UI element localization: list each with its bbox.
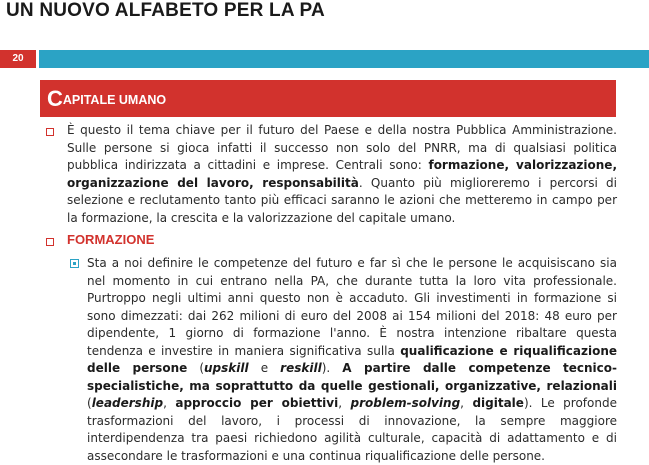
subsection-heading: FORMAZIONE <box>67 232 155 247</box>
section-header <box>40 80 616 117</box>
page-number: 20 <box>0 50 36 68</box>
section-title: APITALE UMANO <box>62 93 167 107</box>
square-bullet-icon <box>46 128 54 136</box>
document-title: UN NUOVO ALFABETO PER LA PA <box>6 0 325 21</box>
intro-paragraph: È questo il tema chiave per il futuro del Paese e della nostra Pubblica Amministrazione. Sulle persone si gioca infatti il successo non solo del PNRR, ma di qualsiasi politica pubblica indirizzata a cittadini e imprese. Centrali sono: formazione, valorizzazione, organizzazione del lavoro, responsabilità. Quanto più miglioreremo i percorsi di selezione e reclutamento tanto più efficaci saranno le azioni che metteremo in campo per la formazione, la crescita e la valorizzazione del capitale umano. <box>67 123 617 225</box>
square-dot-bullet-icon <box>70 259 79 268</box>
teal-divider-bar <box>39 50 649 68</box>
key-themes: formazione, valorizzazione, organizzazione del lavoro, responsabilità <box>67 158 617 190</box>
square-bullet-icon <box>46 238 54 246</box>
formazione-paragraph: Sta a noi definire le competenze del futuro e far sì che le persone le acquisiscano sia nel momento in cui entrano nella PA, che durante tutta la loro vita professionale. Purtroppo negli ultimi anni questo non è accaduto. Gli investimenti in formazione si sono dimezzati: dai 262 milioni di euro del 2008 ai 154 milioni del 2018: 48 euro per dipendente, 1 giorno di formazione l'anno. È nostra intenzione ribaltare questa tendenza e investire in maniera significativa sulla qualificazione e riqualificazione delle persone (upskill e reskill). A partire dalle competenze tecnico-specialistiche, ma soprattutto da quelle gestionali, organizzative, relazionali (leadership, approccio per obiettivi, problem-solving, digitale). Le profonde trasformazioni del lavoro, i processi di innovazione, la sempre maggiore interdipendenza tra paesi richiedono agilità culturale, capacità di adattamento e di assecondare le trasformazioni e una continua riqualificazione delle persone. <box>87 256 617 463</box>
section-title-initial: C <box>47 86 63 111</box>
page-header-bar <box>0 50 649 68</box>
